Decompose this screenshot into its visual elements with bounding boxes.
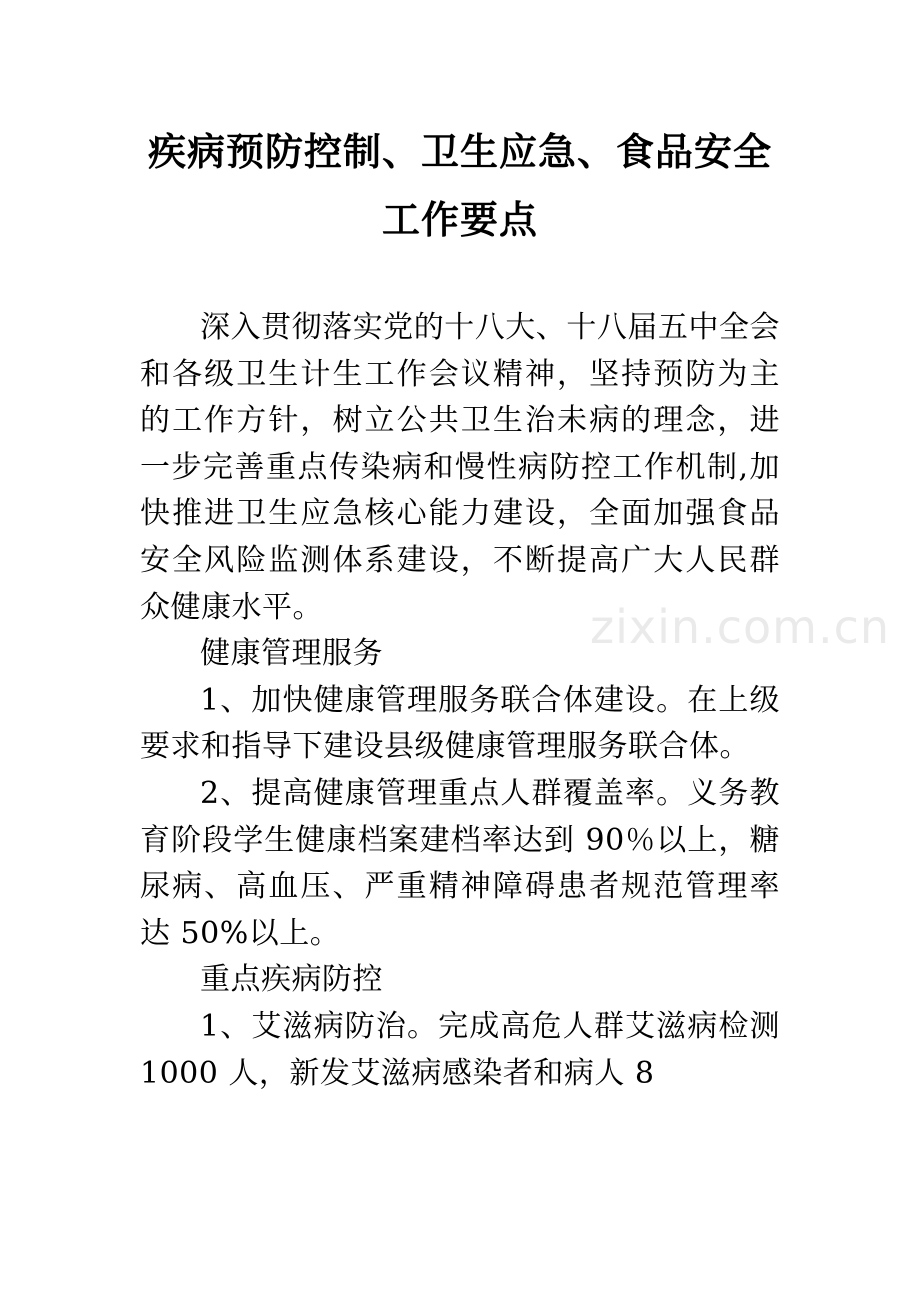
health-management-item-1: 1、加快健康管理服务联合体建设。在上级要求和指导下建设县级健康管理服务联合体。 (140, 682, 780, 765)
document-body (140, 305, 780, 1097)
document-title-line-1: 疾病预防控制、卫生应急、食品安全 (147, 130, 772, 174)
document-title-line-2: 工作要点 (381, 198, 538, 242)
disease-control-item-1: 1、艾滋病防治。完成高危人群艾滋病检测 1000 人，新发艾滋病感染者和病人 8 (140, 1008, 780, 1091)
section-heading-disease-control: 重点疾病防控 (200, 962, 383, 998)
section-heading-health-management: 健康管理服务 (200, 636, 383, 672)
health-management-item-2: 2、提高健康管理重点人群覆盖率。义务教育阶段学生健康档案建档率达到 90％以上，糖尿病、高血压、严重精神障碍患者规范管理率达 50%以上。 (140, 775, 780, 951)
watermark: zixin.com.cn (590, 600, 891, 654)
intro-paragraph: 深入贯彻落实党的十八大、十八届五中全会和各级卫生计生工作会议精神，坚持预防为主的工作方针，树立公共卫生治未病的理念，进一步完善重点传染病和慢性病防控工作机制,加快推进卫生应急核心能力建设，全面加强食品安全风险监测体系建设，不断提高广大人民群众健康水平。 (140, 310, 780, 625)
